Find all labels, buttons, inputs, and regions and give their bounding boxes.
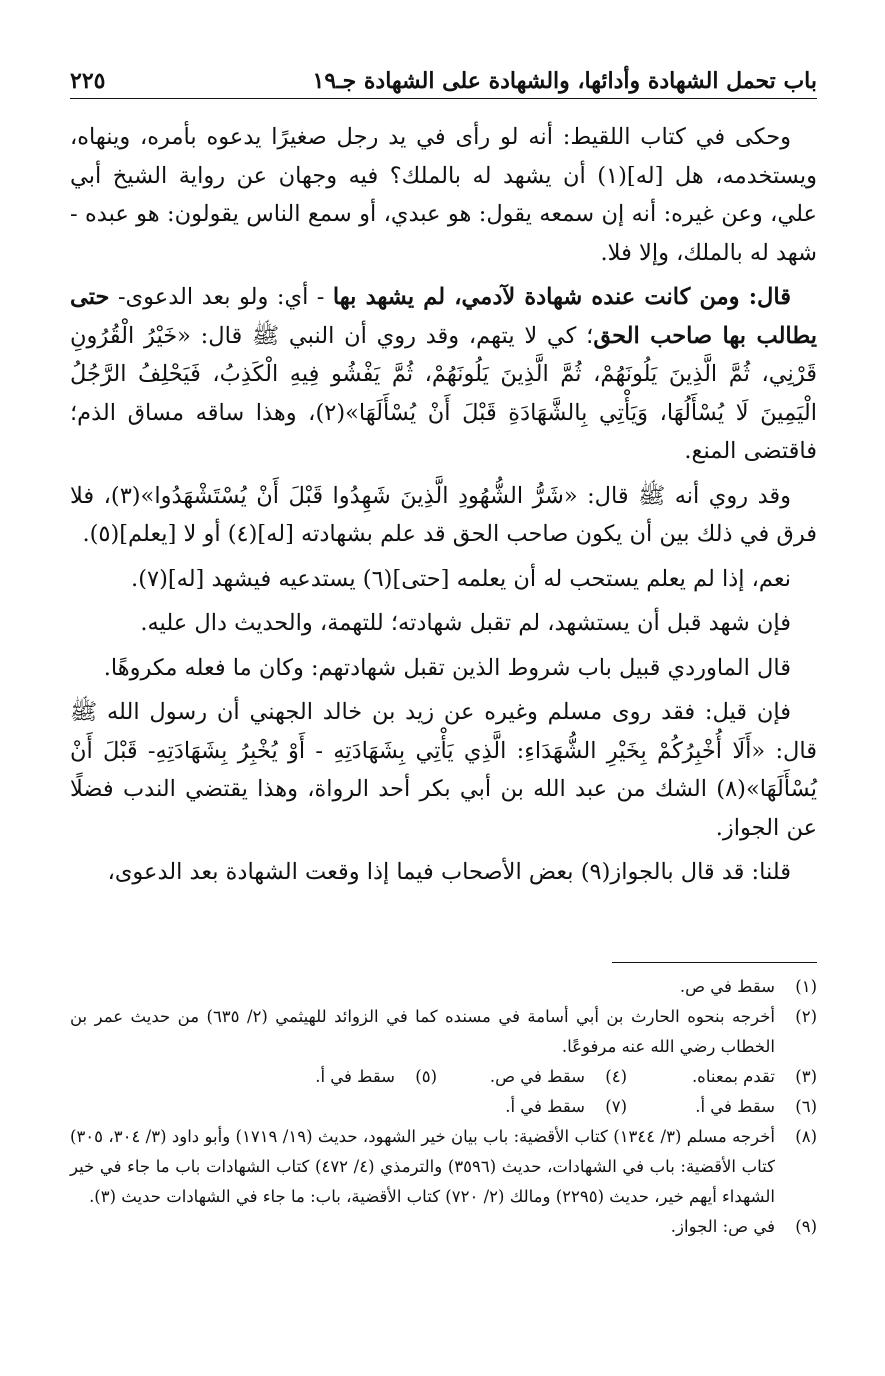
- footnote-number: (٩): [795, 1217, 817, 1236]
- running-header: [70, 58, 817, 94]
- footnote-rule: [612, 962, 817, 963]
- footnote-text: سقط في أ.: [315, 1067, 395, 1086]
- footnote: [70, 972, 817, 1002]
- paragraph-2-text-b: ؛ كي لا يتهم، وقد روي أن النبي ﷺ قال: «خَيْرُ الْقُرُونِ قَرْنِي، ثُمَّ الَّذِينَ يَلُونَهُمْ، ثُمَّ الَّذِينَ يَلُونَهُمْ، ثُمَّ يَفْشُو فِيهِ الْكَذِبُ، فَيَحْلِفُ الرَّجُلُ الْيَمِينَ لَا يُسْأَلُهَا، وَيَأْتِي بِالشَّهَادَةِ قَبْلَ أَنْ يُسْأَلَهَا»(٢)، وهذا ساقه مساق الذم؛ فاقتضى المنع.: [70, 322, 817, 464]
- paragraph-5: فإن شهد قبل أن يستشهد، لم تقبل شهادته؛ للتهمة، والحديث دال عليه.: [140, 610, 791, 636]
- footnote-row: [70, 1062, 817, 1092]
- footnote-number: (٣): [795, 1067, 817, 1086]
- bold-phrase-1: قال: ومن كانت عنده شهادة لآدمي، لم يشهد بها: [332, 284, 791, 310]
- footnote-row: [70, 1092, 817, 1122]
- footnote-text: في ص: الجواز.: [670, 1217, 775, 1236]
- footnote-number: (٤): [605, 1067, 627, 1086]
- footnotes: [70, 972, 817, 1242]
- footnote-text: سقط في ص.: [679, 977, 775, 996]
- main-text: [70, 118, 817, 898]
- footnote-text: أخرجه بنحوه الحارث بن أبي أسامة في مسنده كما في الزوائد للهيثمي (٢/ ٦٣٥) من حديث عمر بن الخطاب رضي الله عنه مرفوعًا.: [70, 1007, 775, 1056]
- footnote-number: (٦): [795, 1097, 817, 1116]
- paragraph-2: [70, 278, 817, 471]
- footnote-number: (٧): [605, 1097, 627, 1116]
- footnote-text: أخرجه مسلم (٣/ ١٣٤٤) كتاب الأقضية: باب بيان خير الشهود، حديث (١٩/ ١٧١٩) وأبو داود (٣/ ٣٠٤، ٣٠٥) كتاب الأقضية: باب في الشهادات، حديث (٣٥٩٦) والترمذي (٤/ ٤٧٢) كتاب الشهادات باب ما جاء في خير الشهداء أيهم خير، حديث (٢٢٩٥) ومالك (٢/ ٧٢٠) كتاب الأقضية، باب: ما جاء في الشهادات حديث (٣).: [70, 1127, 776, 1206]
- footnote-text: سقط في أ.: [695, 1097, 775, 1116]
- footnote-text: تقدم بمعناه.: [691, 1067, 775, 1086]
- footnote: [627, 1092, 817, 1122]
- paragraph-2-text-a: - أي: ولو بعد الدعوى-: [109, 284, 333, 310]
- header-rule: [70, 98, 817, 99]
- footnote: [70, 1212, 817, 1242]
- page-number: ٢٢٥: [70, 68, 106, 94]
- paragraph-4: نعم، إذا لم يعلم يستحب له أن يعلمه [حتى](٦) يستدعيه فيشهد [له](٧).: [131, 565, 791, 592]
- paragraph-8: قلنا: قد قال بالجواز(٩) بعض الأصحاب فيما إذا وقعت الشهادة بعد الدعوى،: [107, 859, 791, 885]
- footnote-text: سقط في ص.: [489, 1067, 585, 1086]
- footnote: [627, 1062, 817, 1092]
- footnote: [70, 1002, 817, 1062]
- footnote: [437, 1062, 627, 1092]
- header-title: باب تحمل الشهادة وأدائها، والشهادة على الشهادة جـ١٩: [312, 68, 817, 94]
- paragraph-3: وقد روي أنه ﷺ قال: «شَرُّ الشُّهُودِ الَّذِينَ شَهِدُوا قَبْلَ أَنْ يُسْتَشْهَدُوا»(٣)، فلا فرق في ذلك بين أن يكون صاحب الحق قد علم بشهادته [له](٤) أو لا [يعلم](٥).: [70, 482, 817, 547]
- paragraph-7: فإن قيل: فقد روى مسلم وغيره عن زيد بن خالد الجهني أن رسول الله ﷺ قال: «أَلَا أُخْبِرُكُمْ بِخَيْرِ الشُّهَدَاءِ: الَّذِي يَأْتِي بِشَهَادَتِهِ - أَوْ يُخْبِرُ بِشَهَادَتِهِ- قَبْلَ أَنْ يُسْأَلَهَا»(٨) الشك من عبد الله بن أبي بكر أحد الرواة، وهذا يقتضي الندب فضلًا عن الجواز.: [70, 699, 817, 841]
- paragraph-1: وحكى في كتاب اللقيط: أنه لو رأى في يد رجل صغيرًا يدعوه بأمره، وينهاه، ويستخدمه، هل [له](١) أن يشهد له بالملك؟ فيه وجهان عن رواية الشيخ أبي علي، وعن غيره: أنه إن سمعه يقول: هو عبدي، أو سمع الناس يقولون: هو عبده - شهد له بالملك، وإلا فلا.: [70, 124, 817, 266]
- footnote-text: سقط في أ.: [505, 1097, 585, 1116]
- footnote: [70, 1122, 817, 1212]
- bold-phrase-2: حتى يطالب بها صاحب الحق: [70, 284, 817, 349]
- footnote: [437, 1092, 627, 1122]
- footnote-number: (١): [795, 977, 817, 996]
- footnote-number: (٥): [415, 1067, 437, 1086]
- footnote-number: (٨): [795, 1127, 817, 1146]
- footnote-number: (٢): [795, 1007, 817, 1026]
- footnote: [247, 1062, 437, 1092]
- paragraph-6: قال الماوردي قبيل باب شروط الذين تقبل شهادتهم: وكان ما فعله مكروهًا.: [103, 654, 791, 681]
